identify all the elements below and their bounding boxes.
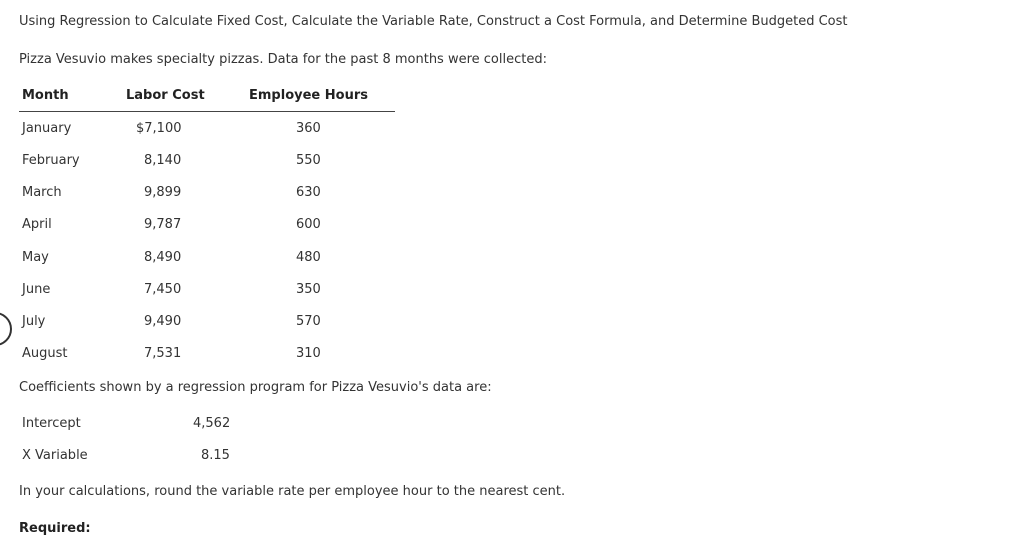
row-1-labor-cost: $7,100	[136, 121, 182, 136]
row-2-month: February	[22, 153, 80, 168]
row-6-employee-hours: 350	[296, 282, 321, 297]
rounding-note: In your calculations, round the variable rate per employee hour to the nearest cent.	[19, 484, 566, 499]
intercept-value: 4,562	[193, 416, 231, 431]
row-4-employee-hours: 600	[296, 217, 321, 232]
row-6-labor-cost: 7,450	[144, 282, 182, 297]
edge-circle-control[interactable]	[0, 312, 12, 346]
header-employee-hours: Employee Hours	[249, 88, 368, 103]
row-7-month: July	[22, 314, 46, 329]
row-5-employee-hours: 480	[296, 250, 321, 265]
row-6-month: June	[22, 282, 51, 297]
row-8-employee-hours: 310	[296, 346, 321, 361]
row-3-labor-cost: 9,899	[144, 185, 182, 200]
row-1-employee-hours: 360	[296, 121, 321, 136]
intro-text: Pizza Vesuvio makes specialty pizzas. Data for the past 8 months were collected:	[19, 52, 547, 67]
row-7-labor-cost: 9,490	[144, 314, 182, 329]
row-5-month: May	[22, 250, 49, 265]
page-title: Using Regression to Calculate Fixed Cost, Calculate the Variable Rate, Construct a Cost Formula, and Determine Budgeted Cost	[19, 14, 848, 29]
intercept-label: Intercept	[22, 416, 81, 431]
row-2-labor-cost: 8,140	[144, 153, 182, 168]
x-variable-value: 8.15	[201, 448, 230, 463]
coefficients-text: Coefficients shown by a regression program for Pizza Vesuvio's data are:	[19, 380, 492, 395]
row-8-labor-cost: 7,531	[144, 346, 182, 361]
required-heading: Required:	[19, 521, 91, 536]
row-2-employee-hours: 550	[296, 153, 321, 168]
row-4-labor-cost: 9,787	[144, 217, 182, 232]
row-5-labor-cost: 8,490	[144, 250, 182, 265]
row-1-month: January	[22, 121, 72, 136]
row-3-month: March	[22, 185, 62, 200]
row-4-month: April	[22, 217, 52, 232]
header-month: Month	[22, 88, 69, 103]
row-7-employee-hours: 570	[296, 314, 321, 329]
x-variable-label: X Variable	[22, 448, 88, 463]
row-3-employee-hours: 630	[296, 185, 321, 200]
header-labor-cost: Labor Cost	[126, 88, 205, 103]
row-8-month: August	[22, 346, 68, 361]
table-header-rule	[19, 111, 395, 112]
